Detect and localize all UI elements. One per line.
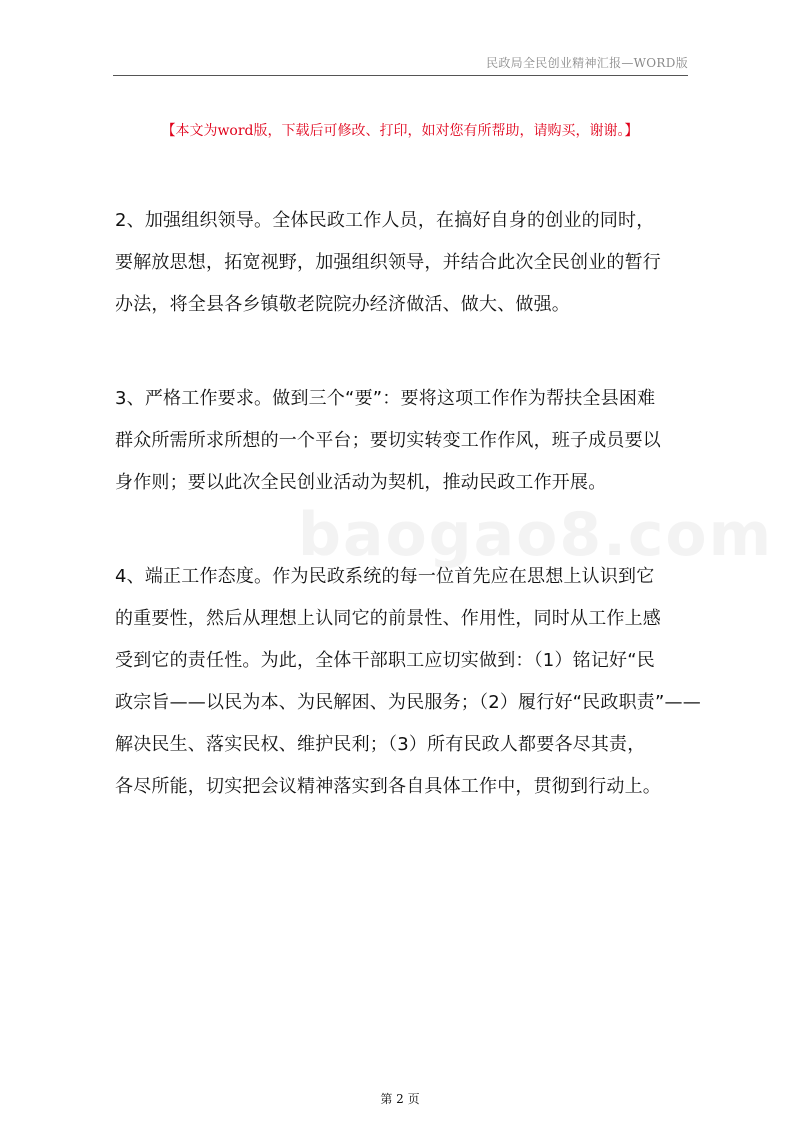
paragraph-line: 3、严格工作要求。做到三个“要”：要将这项工作作为帮扶全县困难 — [115, 388, 656, 409]
paragraph-line: 办法，将全县各乡镇敬老院院办经济做活、做大、做强。 — [115, 294, 570, 315]
paragraph-line: 解决民生、落实民权、维护民利；（3）所有民政人都要各尽其责， — [115, 734, 646, 755]
paragraph-line: 各尽所能，切实把会议精神落实到各自具体工作中，贯彻到行动上。 — [115, 776, 661, 797]
document-body — [115, 200, 701, 860]
paragraph-line: 2、加强组织领导。全体民政工作人员，在搞好自身的创业的同时， — [115, 210, 655, 231]
paragraph-4 — [115, 556, 701, 808]
page-number: 第 2 页 — [380, 1092, 420, 1106]
paragraph-line: 身作则；要以此次全民创业活动为契机，推动民政工作开展。 — [115, 472, 607, 493]
watermark: baogao8.com — [298, 500, 774, 570]
paragraph-line: 政宗旨——以民为本、为民解困、为民服务；（2）履行好“民政职责”—— — [115, 692, 701, 713]
paragraph-line: 4、端正工作态度。作为民政系统的每一位首先应在思想上认识到它 — [115, 566, 655, 587]
paragraph-3 — [115, 378, 687, 504]
paragraph-line: 群众所需所求所想的一个平台；要切实转变工作作风，班子成员要以 — [115, 430, 661, 451]
paragraph-line: 的重要性，然后从理想上认同它的前景性、作用性，同时从工作上感 — [115, 608, 661, 629]
paragraph-line: 受到它的责任性。为此，全体干部职工应切实做到：（1）铭记好“民 — [115, 650, 655, 671]
header-title: 民政局全民创业精神汇报—WORD版 — [486, 56, 688, 70]
header-rule — [113, 75, 688, 76]
purchase-notice: 【本文为word版，下载后可修改、打印，如对您有所帮助，请购买，谢谢。】 — [161, 123, 639, 139]
paragraph-2 — [115, 200, 687, 326]
paragraph-line: 要解放思想，拓宽视野，加强组织领导，并结合此次全民创业的暂行 — [115, 252, 661, 273]
